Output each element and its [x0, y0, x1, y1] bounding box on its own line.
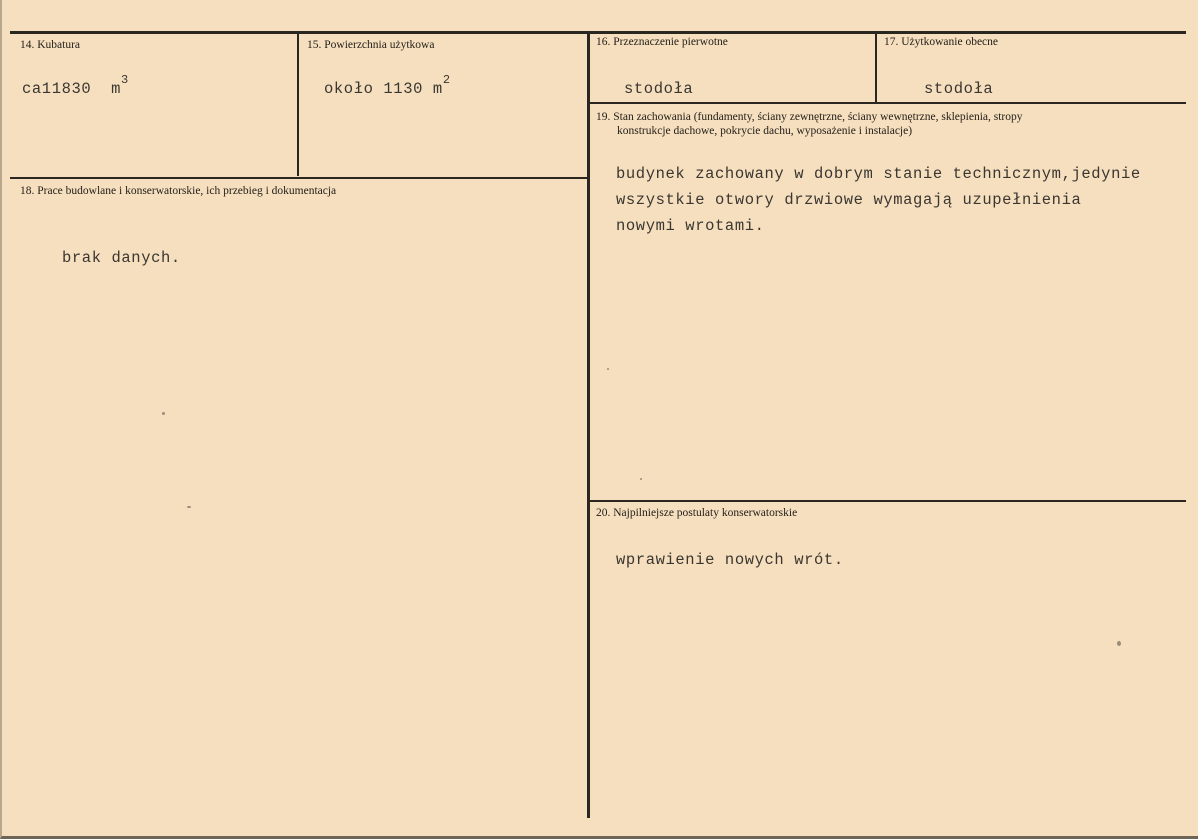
field-14-15-divider [297, 33, 299, 176]
uzytkowanie-label: 17. Użytkowanie obecne [884, 36, 999, 48]
stan-zachowania-label-line2: konstrukcje dachowe, pokrycie dachu, wyposażenie i instalacje) [617, 125, 913, 137]
powierzchnia-label: 15. Powierzchnia użytkowa [307, 39, 435, 51]
kubatura-value [22, 72, 129, 98]
paper-speck [640, 478, 642, 480]
kubatura-label: 14. Kubatura [20, 39, 81, 51]
field-16-17-divider [875, 33, 877, 103]
field-19-20-rule [589, 500, 1186, 502]
kubatura-number: ca11830 [22, 80, 92, 98]
paper-speck [1117, 641, 1121, 646]
stan-zachowania-text [616, 161, 1141, 239]
stan-zachowania-label-line1: 19. Stan zachowania (fundamenty, ściany zewnętrzne, ściany wewnętrzne, sklepienia, stropy [596, 111, 1023, 123]
kubatura-unit-exponent: 3 [121, 72, 129, 87]
field-15-18-rule [10, 177, 588, 179]
powierzchnia-unit-exponent: 2 [442, 72, 451, 87]
prace-budowlane-label: 18. Prace budowlane i konserwatorskie, ich przebieg i dokumentacja [20, 185, 337, 197]
left-column-vertical-rule [587, 33, 590, 818]
stan-zachowania-line: wszystkie otwory drzwiowe wymagają uzupełnienia [616, 191, 1082, 209]
postulaty-value: wprawienie nowych wrót. [616, 551, 844, 569]
kubatura-unit: m [111, 80, 122, 98]
top-rule [10, 31, 1186, 34]
powierzchnia-value [324, 72, 451, 98]
postulaty-label: 20. Najpilniejsze postulaty konserwatorskie [596, 507, 798, 519]
uzytkowanie-value: stodoła [924, 80, 994, 98]
prace-budowlane-value: brak danych. [62, 249, 181, 267]
field-17-19-rule [589, 102, 1186, 104]
stan-zachowania-line: budynek zachowany w dobrym stanie technicznym,jedynie [616, 165, 1141, 183]
przeznaczenie-label: 16. Przeznaczenie pierwotne [596, 36, 728, 48]
przeznaczenie-value: stodoła [624, 80, 694, 98]
paper-speck [187, 506, 191, 508]
stan-zachowania-line: nowymi wrotami. [616, 217, 765, 235]
powierzchnia-number: około 1130 [324, 80, 424, 98]
paper-speck [607, 368, 609, 370]
paper-speck [162, 412, 165, 415]
powierzchnia-unit: m [432, 80, 443, 98]
